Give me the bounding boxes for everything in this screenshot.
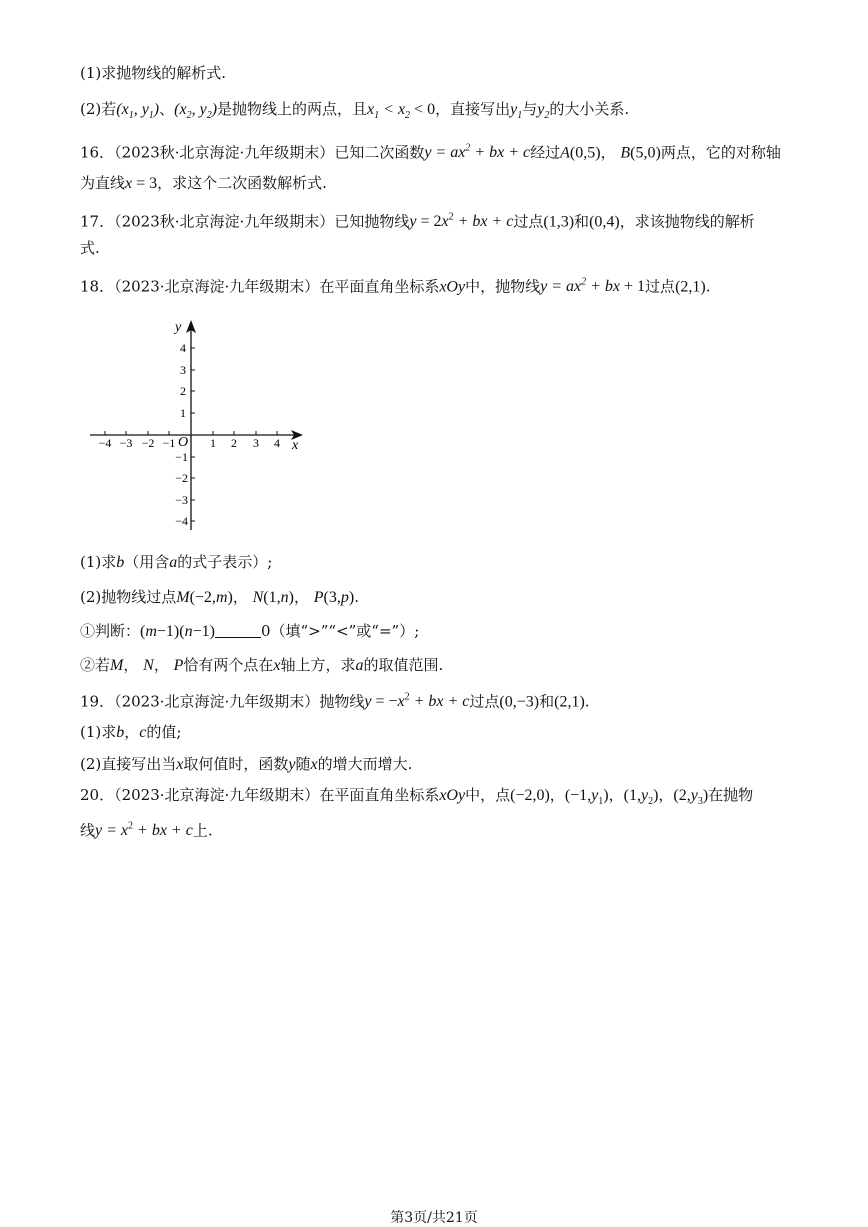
- answer-blank[interactable]: [215, 623, 261, 638]
- y-tick-label: −4: [175, 514, 188, 528]
- p19-part2: (2)直接写出当x取何值时，函数y随x的增大而增大.: [80, 755, 413, 773]
- p16-line1: 16．（2023秋·北京海淀·九年级期末）已知二次函数$y = ax^2$ + bx + c经过A(0,5)， B(5,0)两点，它的对称轴: [80, 143, 781, 162]
- p20-line1: 20．（2023·北京海淀·九年级期末）在平面直角坐标系xOy中，点(−2,0)，$(-1,y_1)$，$(1,y_2)$，$(2,y_3)$在抛物: [80, 786, 754, 808]
- x-tick-label: 1: [210, 436, 216, 450]
- y-tick-label: 3: [180, 363, 186, 377]
- p18-part4: ②若M， N， P恰有两个点在x轴上方，求a的取值范围.: [80, 656, 444, 674]
- p20-line2: 线$y = x^2$ + bx + c上.: [80, 821, 213, 840]
- y-tick-label: −2: [175, 471, 188, 485]
- p18-part2: (2)抛物线过点M(−2,m)， N(1,n)， P(3,p).: [80, 588, 359, 606]
- p15-part2: (2)若($x_1$, $y_1$)、($x_2$, $y_2$)是抛物线上的两点，且$x_1 < x_2 < 0$，直接写出$y_1$与$y_2$的大小关系.: [80, 100, 630, 122]
- x-tick-label: 4: [274, 436, 280, 450]
- y-tick-label: −3: [175, 493, 188, 507]
- y-tick-label: 1: [180, 406, 186, 420]
- x-axis-label: x: [292, 438, 299, 453]
- x-tick-label: −1: [162, 436, 176, 450]
- x-tick-label: 3: [253, 436, 259, 450]
- x-tick-label: −4: [98, 436, 112, 450]
- x-tick-label: 2: [231, 436, 237, 450]
- p16-line2: 为直线x = 3，求这个二次函数解析式.: [80, 174, 327, 192]
- y-tick-label: 4: [180, 341, 186, 355]
- y-tick-label: −1: [175, 450, 188, 464]
- p17-line1: 17．（2023秋·北京海淀·九年级期末）已知抛物线$y = 2x^2$ + bx + c过点(1,3)和(0,4)，求该抛物线的解析: [80, 212, 755, 231]
- p18-line1: 18．（2023·北京海淀·九年级期末）在平面直角坐标系xOy中，抛物线$y = ax^2$ + bx + 1过点(2,1).: [80, 277, 711, 296]
- p19-line1: 19．（2023·北京海淀·九年级期末）抛物线$y = -x^2$ + bx + c过点(0,−3)和(2,1).: [80, 692, 590, 711]
- x-tick-label: −2: [141, 436, 155, 450]
- p18-part1: (1)求b（用含a的式子表示）;: [80, 553, 273, 571]
- p17-line2: 式.: [80, 239, 100, 257]
- y-axis-label: y: [175, 320, 182, 335]
- coordinate-grid: [85, 315, 310, 535]
- origin-label: O: [178, 435, 189, 450]
- p18-part3: ①判断：(m−1)(n−1) 0（填“>”“<”或“=”）;: [80, 622, 420, 640]
- p15-part1: (1)求抛物线的解析式.: [80, 64, 227, 82]
- page-number-footer: 第3页/共21页: [390, 1210, 478, 1226]
- p19-part1: (1)求b，c的值;: [80, 723, 182, 741]
- y-tick-label: 2: [180, 384, 186, 398]
- x-tick-label: −3: [119, 436, 133, 450]
